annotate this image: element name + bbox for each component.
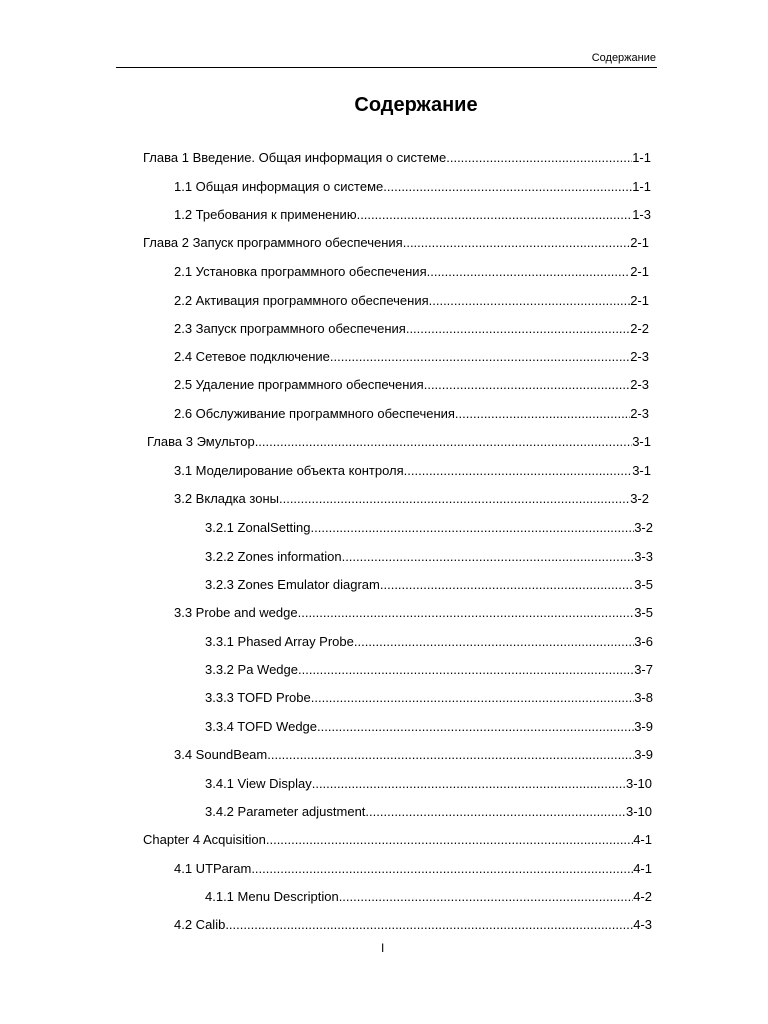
toc-entry-3-1[interactable] <box>174 461 651 481</box>
toc-entry-title: 3.3.4 TOFD Wedge <box>205 719 318 734</box>
toc-entry-page: 3-1 <box>632 463 651 478</box>
toc-entry-3-4-1[interactable] <box>205 774 652 794</box>
leader-dots <box>339 887 634 907</box>
toc-entry-title: Глава 3 Эмультор <box>147 434 255 449</box>
leader-dots <box>354 632 634 652</box>
toc-entry-page: 3-3 <box>634 549 653 564</box>
toc-entry-page: 4-2 <box>633 889 652 904</box>
toc-entry-page: 2-2 <box>630 321 649 336</box>
toc-entry-page: 1-3 <box>632 207 651 222</box>
leader-dots <box>266 830 633 850</box>
toc-entry-title: 4.1.1 Menu Description <box>205 889 339 904</box>
leader-dots <box>357 205 633 225</box>
toc-entry-chapter-2[interactable] <box>143 233 649 253</box>
leader-dots <box>446 148 632 168</box>
leader-dots <box>298 603 635 623</box>
toc-entry-3-3-3[interactable] <box>205 688 653 708</box>
toc-entry-page: 3-2 <box>630 491 649 506</box>
toc-entry-2-2[interactable] <box>174 291 649 311</box>
running-header: Содержание <box>591 52 656 64</box>
toc-entry-chapter-4[interactable] <box>143 830 652 850</box>
toc-entry-page: 1-1 <box>632 179 651 194</box>
leader-dots <box>298 660 634 680</box>
toc-entry-3-2-3[interactable] <box>205 575 653 595</box>
leader-dots <box>427 262 631 282</box>
toc-entry-3-3-2[interactable] <box>205 660 653 680</box>
leader-dots <box>429 291 631 311</box>
toc-entry-title: 3.2 Вкладка зоны <box>174 491 279 506</box>
toc-entry-3-3[interactable] <box>174 603 653 623</box>
toc-entry-page: 2-1 <box>630 264 649 279</box>
toc-entry-page: 2-1 <box>630 293 649 308</box>
toc-entry-3-4[interactable] <box>174 745 653 765</box>
leader-dots <box>365 802 626 822</box>
toc-entry-title: 3.2.2 Zones information <box>205 549 342 564</box>
toc-entry-page: 2-3 <box>630 406 649 421</box>
toc-entry-title: Глава 2 Запуск программного обеспечения <box>143 235 403 250</box>
toc-entry-title: 3.3.3 TOFD Probe <box>205 690 311 705</box>
toc-entry-3-3-1[interactable] <box>205 632 653 652</box>
leader-dots <box>424 375 630 395</box>
toc-entry-page: 4-1 <box>633 861 652 876</box>
leader-dots <box>455 404 630 424</box>
toc-entry-page: 4-3 <box>633 917 652 932</box>
toc-entry-page: 2-1 <box>630 235 649 250</box>
toc-entry-title: 3.3 Probe and wedge <box>174 605 298 620</box>
toc-entry-title: 2.6 Обслуживание программного обеспечения <box>174 406 455 421</box>
toc-entry-page: 3-5 <box>634 577 653 592</box>
leader-dots <box>383 177 632 197</box>
toc-entry-page: 3-6 <box>634 634 653 649</box>
leader-dots <box>380 575 634 595</box>
toc-entry-2-5[interactable] <box>174 375 649 395</box>
toc-entry-1-1[interactable] <box>174 177 651 197</box>
leader-dots <box>311 518 635 538</box>
toc-entry-4-1-1[interactable] <box>205 887 652 907</box>
toc-entry-title: 3.3.1 Phased Array Probe <box>205 634 354 649</box>
toc-entry-page: 3-2 <box>634 520 653 535</box>
leader-dots <box>403 233 630 253</box>
leader-dots <box>279 489 630 509</box>
toc-entry-4-2[interactable] <box>174 915 652 935</box>
toc-entry-2-1[interactable] <box>174 262 649 282</box>
toc-entry-title: 3.4.1 View Display <box>205 776 312 791</box>
leader-dots <box>406 319 630 339</box>
toc-entry-title: 3.1 Моделирование объекта контроля <box>174 463 404 478</box>
leader-dots <box>311 688 634 708</box>
toc-entry-title: 1.1 Общая информация о системе <box>174 179 384 194</box>
toc-entry-3-2[interactable] <box>174 489 649 509</box>
toc-entry-page: 2-3 <box>630 377 649 392</box>
toc-entry-2-3[interactable] <box>174 319 649 339</box>
leader-dots <box>404 461 633 481</box>
leader-dots <box>251 859 633 879</box>
leader-dots <box>267 745 634 765</box>
toc-entry-2-6[interactable] <box>174 404 649 424</box>
toc-entry-3-3-4[interactable] <box>205 717 653 737</box>
toc-entry-1-2[interactable] <box>174 205 651 225</box>
toc-entry-2-4[interactable] <box>174 347 649 367</box>
leader-dots <box>255 432 633 452</box>
toc-entry-title: 2.3 Запуск программного обеспечения <box>174 321 406 336</box>
toc-entry-title: 3.2.1 ZonalSetting <box>205 520 311 535</box>
toc-entry-title: 3.4 SoundBeam <box>174 747 268 762</box>
leader-dots <box>317 717 634 737</box>
toc-entry-page: 3-10 <box>625 776 652 791</box>
toc-entry-3-4-2[interactable] <box>205 802 652 822</box>
leader-dots <box>342 547 635 567</box>
toc-entry-page: 1-1 <box>632 150 651 165</box>
toc-entry-page: 3-9 <box>634 747 653 762</box>
toc-entry-title: 2.1 Установка программного обеспечения <box>174 264 427 279</box>
toc-entry-page: 4-1 <box>633 832 652 847</box>
toc-entry-title: 4.1 UTParam <box>174 861 252 876</box>
toc-entry-title: 2.4 Сетевое подключение <box>174 349 330 364</box>
leader-dots <box>330 347 630 367</box>
toc-entry-title: 3.3.2 Pa Wedge <box>205 662 298 677</box>
toc-entry-title: 1.2 Требования к применению <box>174 207 357 222</box>
toc-entry-3-2-1[interactable] <box>205 518 653 538</box>
toc-entry-4-1[interactable] <box>174 859 652 879</box>
toc-entry-title: 2.5 Удаление программного обеспечения <box>174 377 424 392</box>
toc-entry-page: 3-5 <box>634 605 653 620</box>
toc-entry-page: 3-8 <box>634 690 653 705</box>
toc-entry-title: 4.2 Calib <box>174 917 226 932</box>
toc-entry-3-2-2[interactable] <box>205 547 653 567</box>
toc-entry-title: 3.2.3 Zones Emulator diagram <box>205 577 380 592</box>
toc-entry-page: 3-9 <box>634 719 653 734</box>
leader-dots <box>312 774 626 794</box>
page-number: I <box>381 941 385 955</box>
page-title: Содержание <box>354 94 478 116</box>
toc-entry-title: Chapter 4 Acquisition <box>143 832 266 847</box>
toc-entry-page: 2-3 <box>630 349 649 364</box>
toc-entry-title: Глава 1 Введение. Общая информация о системе <box>143 150 447 165</box>
toc-entry-page: 3-10 <box>625 804 652 819</box>
toc-entry-title: 2.2 Активация программного обеспечения <box>174 293 429 308</box>
toc-entry-title: 3.4.2 Parameter adjustment <box>205 804 366 819</box>
toc-entry-chapter-3[interactable] <box>147 432 651 452</box>
leader-dots <box>225 915 633 935</box>
toc-entry-page: 3-7 <box>634 662 653 677</box>
header-rule <box>116 67 657 68</box>
toc-entry-chapter-1[interactable] <box>143 148 651 168</box>
toc-entry-page: 3-1 <box>632 434 651 449</box>
